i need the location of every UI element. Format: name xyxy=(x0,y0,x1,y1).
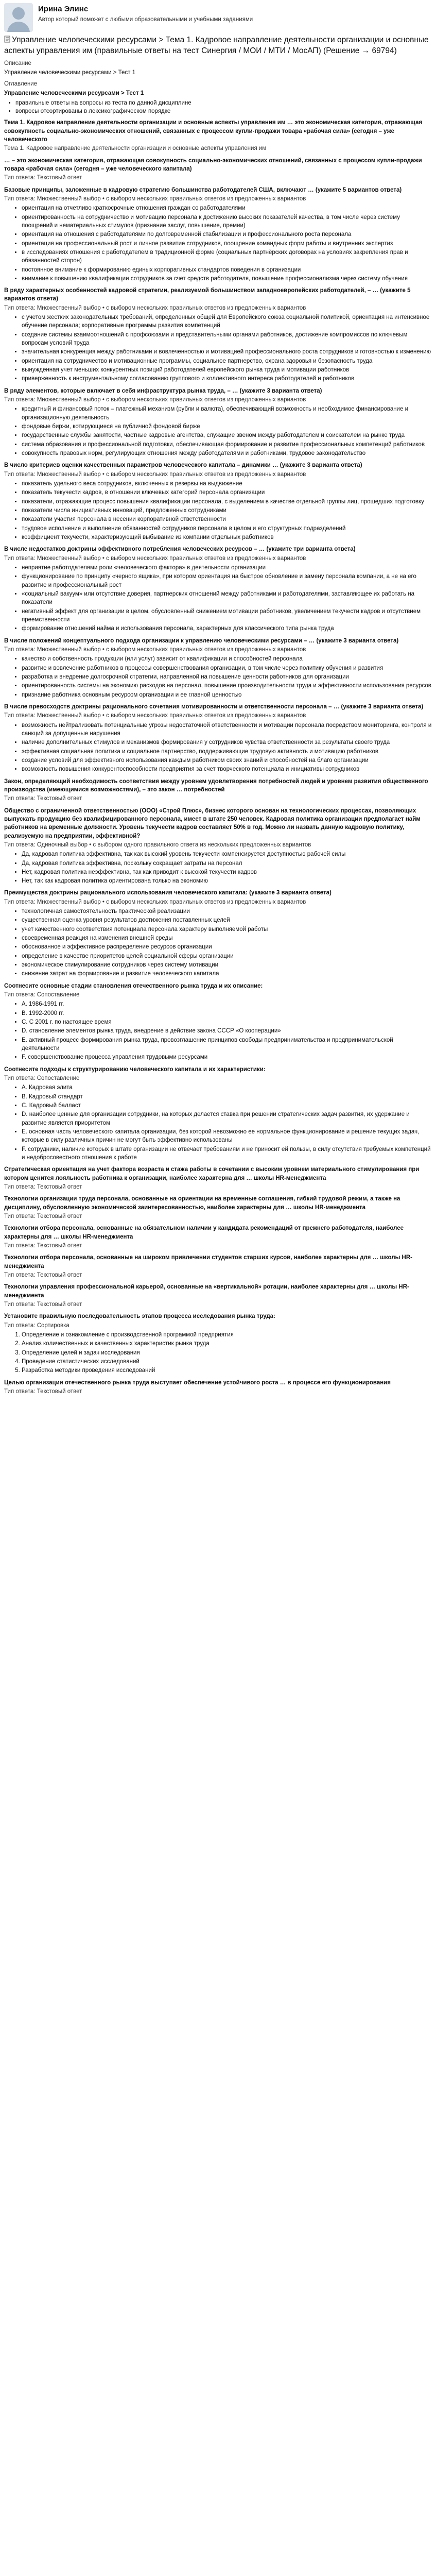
answer-option: • фондовые биржи, котирующиеся на публичной фондовой бирже xyxy=(22,422,432,431)
question-text: Установите правильную последовательность этапов процесса исследования рынка труда: xyxy=(4,1313,275,1320)
answer-option: • F. совершенствование процесса управления трудовыми ресурсами xyxy=(22,1053,432,1061)
question-text: В число критериев оценки качественных параметров человеческого капитала – динамики … (укажите 3 варианта ответа) xyxy=(4,462,362,469)
question-text: В числе превосходств доктрины рационального сочетания мотивированности и ответственности персонала – … (укажите 3 варианта ответа) xyxy=(4,703,424,710)
answer-option: • D. наиболее ценные для организации сотрудники, на которых делается ставка при решении стратегических задач развития, их удержание и развитие является приоритетом xyxy=(22,1110,432,1127)
answer-option: • ориентированность системы на экономию расходов на персонал, повышение производительности труда и эффективности использования ресурсов xyxy=(22,682,432,690)
answer-options xyxy=(4,405,432,457)
answer-option: • показатели, отражающие процесс повышения квалификации персонала, с выделением в качестве отдельной группы лиц, прошедших подготовку xyxy=(22,498,432,506)
toc-item: • правильные ответы на вопросы из теста по данной дисциплине xyxy=(15,99,432,107)
answer-option: • кредитный и финансовый поток – платежный механизм (рубли и валюта), обеспечивающий возможность и необходимое финансирование и организационную деятельность xyxy=(22,405,432,422)
answer-option: • технологичная самостоятельность практической реализации xyxy=(22,907,432,916)
answer-type: Тип ответа: Текcтовый ответ xyxy=(4,175,82,181)
answer-option: • разработка и внедрение долгосрочной стратегии, направленной на повышение ценности работников для организации xyxy=(22,673,432,681)
question-text: Стратегическая ориентация на учет фактора возраста и стажа работы в сочетании с высоким уровнем материального стимулирования при котором ценится лояльность работника к организации, наиболее характерна для … школы НR-менеджмента xyxy=(4,1166,420,1181)
answer-options xyxy=(4,1000,432,1061)
toc-item: • вопросы отсортированы в лексикографическом порядке xyxy=(15,107,432,115)
table-of-contents xyxy=(4,89,432,115)
answer-option: • E. основная часть человеческого капитала организации, без которой невозможно ее нормальное функционирование и решение текущих задач, которые в силу различных причин не могут быть эффективно использованы xyxy=(22,1128,432,1145)
answer-option: • Нет, так как кадровая политика ориентирована только на экономию xyxy=(22,877,432,885)
answer-option: 1. Определение и ознакомление с производственной программой предприятия xyxy=(22,1331,432,1339)
question-text: Технологии управления профессиональной карьерой, основанные на «вертикальной» ротации, наиболее характерны для … школы НR-менеджмента xyxy=(4,1284,409,1299)
question-block xyxy=(4,1224,432,1250)
author-description: Автор который поможет с любыми образовательными и учебными заданиями xyxy=(38,16,253,23)
answer-option: • «социальный вакуум» или отсутствие доверия, партнерских отношений между работниками и работодателями, заставляющее их работать на показатели xyxy=(22,590,432,607)
answer-option: • государственные службы занятости, частные кадровые агентства, служащие звеном между работодателем и соискателем на рынке труда xyxy=(22,431,432,439)
answer-option: • совокупность правовых норм, регулирующих отношения между работодателями и работниками, трудовое законодательство xyxy=(22,449,432,457)
answer-type: Тип ответа: Сопоставление xyxy=(4,1075,80,1082)
answer-option: • постоянное внимание к формированию единых корпоративных стандартов поведения в организации xyxy=(22,266,432,274)
question-text: Общество с ограниченной ответственностью (ООО) «Строй Плюс», бизнес которого основан на технологических процессах, позволяющих выпускать продукцию без квалифицированного персонала, имеет в штате 250 человек. Кадровая политика организации предполагает найм работников на временные должности. Уровень текучести кадров составляет 50% в год. Можно ли назвать данную кадровую политику, реализуемую на предприятии, эффективной? xyxy=(4,807,421,839)
section-heading: Тема 1. Кадровое направление деятельности организации и основные аспекты управления им … это экономическая категория, отражающая совокупность социально-экономических отношений, связанных с процессом купли-продажи товара «рабочая сила» (сегодня – уже человеческого xyxy=(4,120,423,143)
question-text: Соотнесите основные стадии становления отечественного рынка труда и их описание: xyxy=(4,982,263,989)
description-text: Управление человеческими ресурсами > Тест 1 xyxy=(4,69,135,76)
answer-option: • своевременная реакция на изменения внешней среды xyxy=(22,934,432,942)
answer-options xyxy=(4,204,432,283)
answer-type: Тип ответа: Текcтовый ответ xyxy=(4,1213,82,1219)
answer-option: • эффективная социальная политика и социальное партнерство, поддерживающие трудовую активность и мотивацию работников xyxy=(22,748,432,756)
question-text: Закон, определяющий необходимость соответствия между уровнем удовлетворения потребностей людей и уровнем развития общественного производства (имеющимися возможностями), – это закон … потребностей xyxy=(4,778,428,793)
answer-type: Тип ответа: Одиночный выбор • с выбором одного правильного ответа из нескольких предложенных вариантов xyxy=(4,841,311,848)
answer-option: • Нет, кадровая политика неэффективна, так как приводит к высокой текучести кадров xyxy=(22,868,432,876)
answer-type: Тип ответа: Множественный выбор • с выбором нескольких правильных ответов из предложенных вариантов xyxy=(4,397,306,403)
answer-options xyxy=(4,907,432,978)
answer-option: • Да, кадровая политика эффективна, поскольку сокращает затраты на персонал xyxy=(22,859,432,868)
answer-option: • D. становление элементов рынка труда, внедрение в действие закона СССР «О кооперации» xyxy=(22,1027,432,1035)
answer-option: • трудовое исполнение и выполнение обязанностей сотрудников персонала в целом и его структурных подразделений xyxy=(22,524,432,533)
answer-option: • A. Кадровая элита xyxy=(22,1083,432,1092)
avatar-body-shape xyxy=(7,22,30,32)
answer-type: Тип ответа: Текcтовый ответ xyxy=(4,1301,82,1308)
answer-option: • признание работника основным ресурсом организации и ее главной ценностью xyxy=(22,691,432,699)
question-block xyxy=(4,637,432,699)
answer-option: • определение в качестве приоритетов целей социальной сферы организации xyxy=(22,952,432,960)
author-name[interactable]: Ирина Элинс xyxy=(38,5,89,13)
answer-type: Тип ответа: Множественный выбор • с выбором нескольких правильных ответов из предложенных вариантов xyxy=(4,304,306,311)
question-block xyxy=(4,703,432,774)
answer-type: Тип ответа: Множественный выбор • с выбором нескольких правильных ответов из предложенных вариантов xyxy=(4,646,306,653)
page-title-text: Управление человеческими ресурсами > Тема 1. Кадровое направление деятельности организации и основные аспекты управления им (правильные ответы на тест Синергия / МОИ / МТИ / МосАП) (Решение → 69794) xyxy=(4,36,429,56)
question-block xyxy=(4,387,432,458)
toc-main-item[interactable]: Управление человеческими ресурсами > Тест 1 xyxy=(4,90,144,97)
answer-option: • C. Кадровый балласт xyxy=(22,1101,432,1110)
answer-option: • возможность повышения конкурентоспособности предприятия за счет творческого потенциала и инициативы сотрудников xyxy=(22,765,432,773)
answer-option: • неприятие работодателями роли «человеческого фактора» в деятельности организации xyxy=(22,564,432,572)
answer-type: Тип ответа: Текcтовый ответ xyxy=(4,1388,82,1395)
question-block xyxy=(4,1165,432,1191)
answer-option: • E. активный процесс формирования рынка труда, провозглашение принципов свободы предпринимательства и предпринимательской деятельности xyxy=(22,1036,432,1053)
question-block xyxy=(4,807,432,886)
question-text: Технологии отбора персонала, основанные на обязательном наличии у кандидата рекомендаций от прежнего работодателя, наиболее характерны для … школы НR-менеджмента xyxy=(4,1225,404,1240)
question-text: В ряду характерных особенностей кадровой стратегии, реализуемой большинством западноевропейских работодателей, – … (укажите 5 вариантов ответа) xyxy=(4,287,411,302)
question-block xyxy=(4,1253,432,1279)
answer-option: • A. 1986-1991 гг. xyxy=(22,1000,432,1008)
answer-option: • негативный эффект для организации в целом, обусловленный снижением мотивации работников, увеличением текучести кадров и отсутствием преемственности xyxy=(22,607,432,624)
question-text: Технологии организации труда персонала, основанные на ориентации на временные соглашения, гибкий трудовой режим, а также на дисциплину, обусловленную экономической заинтересованностью, наиболее характерны для … школы НR-менеджмента xyxy=(4,1196,400,1211)
answer-option: • коэффициент текучести, характеризующий выбывание из компании отдельных работников xyxy=(22,533,432,541)
answer-type: Тип ответа: Множественный выбор • с выбором нескольких правильных ответов из предложенных вариантов xyxy=(4,471,306,478)
answer-option: • вынужденная учет меньших конкурентных позиций работодателей европейского рынка труда и мотивации работников xyxy=(22,366,432,374)
question-text: Технологии отбора персонала, основанные на широком привлечении студентов старших курсов, наиболее характерны для … школы НR-менеджмента xyxy=(4,1255,412,1269)
answer-options xyxy=(4,1083,432,1162)
answer-option: • показатель удельного веса сотрудников, включенных в резервы на выдвижение xyxy=(22,480,432,488)
question-text: В числе недостатков доктрины эффективного потребления человеческих ресурсов – … (укажите три варианта ответа) xyxy=(4,546,356,553)
avatar[interactable] xyxy=(4,3,33,32)
question-block xyxy=(4,1312,432,1375)
section-subheading: Тема 1. Кадровое направление деятельности организации и основные аспекты управления им xyxy=(4,145,267,152)
answer-option: • развитие и вовлечение работников в процессы совершенствования организации, в том числе через политику обучения и развития xyxy=(22,664,432,672)
toc-list xyxy=(4,99,432,116)
document-icon xyxy=(4,36,11,46)
answer-option: • система образования и профессиональной подготовки, обеспечивающая формирование и развитие профессиональных компетенций работников xyxy=(22,440,432,449)
answer-option: • ориентация на отношения с работодателями по долговременной стабилизации и профессионального роста персонала xyxy=(22,230,432,239)
answer-option: • F. сотрудники, наличие которых в штате организации не отвечает требованиям и не приносит ей пользы, в силу отсутствия требуемых компетенций и недобросовестного отношения к работе xyxy=(22,1145,432,1162)
answer-option: • формирование отношений найма и использования персонала, характерных для классического типа рынка труда xyxy=(22,624,432,633)
answer-option: • показатели участия персонала в несении корпоративной ответственности xyxy=(22,515,432,523)
answer-option: • C. C 2001 г. по настоящее время xyxy=(22,1018,432,1026)
answer-options xyxy=(4,655,432,699)
answer-type: Тип ответа: Сопоставление xyxy=(4,992,80,998)
question-text: … – это экономическая категория, отражающая совокупность социально-экономических отношений, связанных с процессом купли-продажи товара «рабочая сила» (сегодня – уже человеческого капитала) xyxy=(4,157,422,172)
question-text: В числе положений концептуального подхода организации к управлению человеческими ресурсами – … (укажите 3 варианта ответа) xyxy=(4,637,399,644)
answer-type: Тип ответа: Сортировка xyxy=(4,1322,69,1329)
answer-option: • возможность нейтрализовать потенциальные угрозы недостаточной ответственности и мотивации персонала посредством мониторинга, контроля и санкций за допущенные нарушения xyxy=(22,721,432,738)
answer-options xyxy=(4,721,432,774)
answer-option: • внимание к повышению квалификации сотрудников за счет средств работодателя, повышение профессионализма через систему обучения xyxy=(22,275,432,283)
question-text: Преимущества доктрины рационального использования человеческого капитала: (укажите 3 варианта ответа) xyxy=(4,890,332,896)
answer-type: Тип ответа: Текcтовый ответ xyxy=(4,795,82,802)
answer-option: 5. Разработка методики проведения исследований xyxy=(22,1366,432,1375)
answer-type: Тип ответа: Множественный выбор • с выбором нескольких правильных ответов из предложенных вариантов xyxy=(4,899,306,905)
answer-options xyxy=(4,480,432,541)
question-block xyxy=(4,1065,432,1162)
answer-option: • в исследованиях отношения с работодателем в традиционной форме (социальных партнёрских договорах на условиях закрепления прав и обязанностей сторон) xyxy=(22,248,432,265)
question-text: Целью организации отечественного рынка труда выступает обеспечение устойчивого роста … в процессе его функционирования xyxy=(4,1379,391,1386)
question-block xyxy=(4,186,432,283)
question-text: Соотнесите подходы к структурированию человеческого капитала и их характеристики: xyxy=(4,1066,266,1073)
question-block xyxy=(4,889,432,978)
answer-options xyxy=(4,850,432,885)
author-info xyxy=(38,3,253,24)
answer-type: Тип ответа: Множественный выбор • с выбором нескольких правильных ответов из предложенных вариантов xyxy=(4,195,306,202)
answer-option: 2. Анализ количественных и качественных характеристик рынка труда xyxy=(22,1340,432,1348)
question-block xyxy=(4,461,432,541)
question-block xyxy=(4,1283,432,1309)
answer-options xyxy=(4,564,432,633)
page-title xyxy=(4,35,432,56)
answer-option: • B. Кадровый стандарт xyxy=(22,1093,432,1101)
answer-option: • учет качественного соответствия потенциала персонала характеру выполняемой работы xyxy=(22,925,432,934)
answer-option: • создание условий для эффективного использования каждым работником своих знаний и способностей на благо организации xyxy=(22,756,432,765)
question-block xyxy=(4,286,432,383)
answer-option: • экономическое стимулирование сотрудников через систему мотивации xyxy=(22,961,432,969)
answer-type: Тип ответа: Текcтовый ответ xyxy=(4,1272,82,1278)
answer-option: • создание системы взаимоотношений с профсоюзами и представительными органами работников, достижение компромиссов по ключевым вопросам условий труда xyxy=(22,331,432,348)
answer-option: • B. 1992-2000 гг. xyxy=(22,1009,432,1018)
answer-type: Тип ответа: Множественный выбор • с выбором нескольких правильных ответов из предложенных вариантов xyxy=(4,713,306,719)
answer-option: • качество и собственность продукции (или услуг) зависит от квалификации и способностей персонала xyxy=(22,655,432,663)
answer-option: • ориентация на отчетливо краткосрочные отношения граждан со работодателями xyxy=(22,204,432,212)
answer-option: • существенная оценка уровня результатов достижения поставленных целей xyxy=(22,916,432,924)
answer-options xyxy=(4,313,432,383)
question-block xyxy=(4,545,432,633)
answer-option: • ориентация на сотрудничество и мотивационные программы, социальное партнерство, охрана здоровья и безопасность труда xyxy=(22,357,432,365)
answer-option: • ориентированность на сотрудничество и мотивацию персонала к достижению высоких показателей качества, в том числе через систему поощрений и нематериальных стимулов (признание заслуг, повышение, премии) xyxy=(22,213,432,230)
toc-label: Оглавление xyxy=(4,80,38,87)
avatar-head-shape xyxy=(12,7,25,20)
answer-option: • снижение затрат на формирование и развитие человеческого капитала xyxy=(22,970,432,978)
answer-option: • Да, кадровая политика эффективна, так как высокий уровень текучести компенсируется доступностью рабочей силы xyxy=(22,850,432,858)
answer-option: • значительная конкуренция между работниками и вовлеченностью и мотивацией профессионального роста сотрудников и готовностью к изменению xyxy=(22,348,432,356)
answer-option: • показатели числа инициативных инноваций, предложенных сотрудниками xyxy=(22,506,432,515)
answer-option: • приверженность к инструментальному согласованию группового и коллективного интереса работодателей и работников xyxy=(22,375,432,383)
question-text: В ряду элементов, которые включает в себя инфраструктура рынка труда, – … (укажите 3 варианта ответа) xyxy=(4,387,322,394)
question-text: Базовые принципы, заложенные в кадровую стратегию большинства работодателей США, включают … (укажите 5 вариантов ответа) xyxy=(4,187,402,193)
answer-type: Тип ответа: Текcтовый ответ xyxy=(4,1242,82,1249)
question-block xyxy=(4,982,432,1062)
description-label: Описание xyxy=(4,60,31,67)
answer-option: 4. Проведение статистических исследований xyxy=(22,1358,432,1366)
answer-type: Тип ответа: Текcтовый ответ xyxy=(4,1183,82,1190)
answer-option: • ориентация на профессиональный рост и личное развитие сотрудников, поощрение командных форм работы и внутренних экспертиз xyxy=(22,240,432,248)
question-block xyxy=(4,1195,432,1221)
question-block xyxy=(4,777,432,803)
question-block xyxy=(4,157,432,182)
answer-options xyxy=(4,1331,432,1375)
answer-option: • обоснованное и эффективное распределение ресурсов организации xyxy=(22,943,432,951)
answer-type: Тип ответа: Множественный выбор • с выбором нескольких правильных ответов из предложенных вариантов xyxy=(4,555,306,562)
questions-list xyxy=(4,157,432,1396)
answer-option: • функционирование по принципу «черного ящика», при котором ориентация на быстрое обновление и замену персонала компании, а не на его развитие и профессиональный рост xyxy=(22,572,432,589)
author-header xyxy=(4,3,432,32)
answer-option: • с учетом жестких законодательных требований, определенных общей для Европейского союза социальной политикой, ориентация на интенсивное обучение персонала; корпоративные программы развития компетенций xyxy=(22,313,432,330)
answer-option: • показатель текучести кадров, в отношении ключевых категорий персонала организации xyxy=(22,488,432,497)
question-block xyxy=(4,1379,432,1396)
answer-option: • наличие дополнительных стимулов и механизмов формирования у сотрудников чувства ответственности за результаты своего труда xyxy=(22,738,432,747)
answer-option: 3. Определение целей и задач исследования xyxy=(22,1349,432,1357)
